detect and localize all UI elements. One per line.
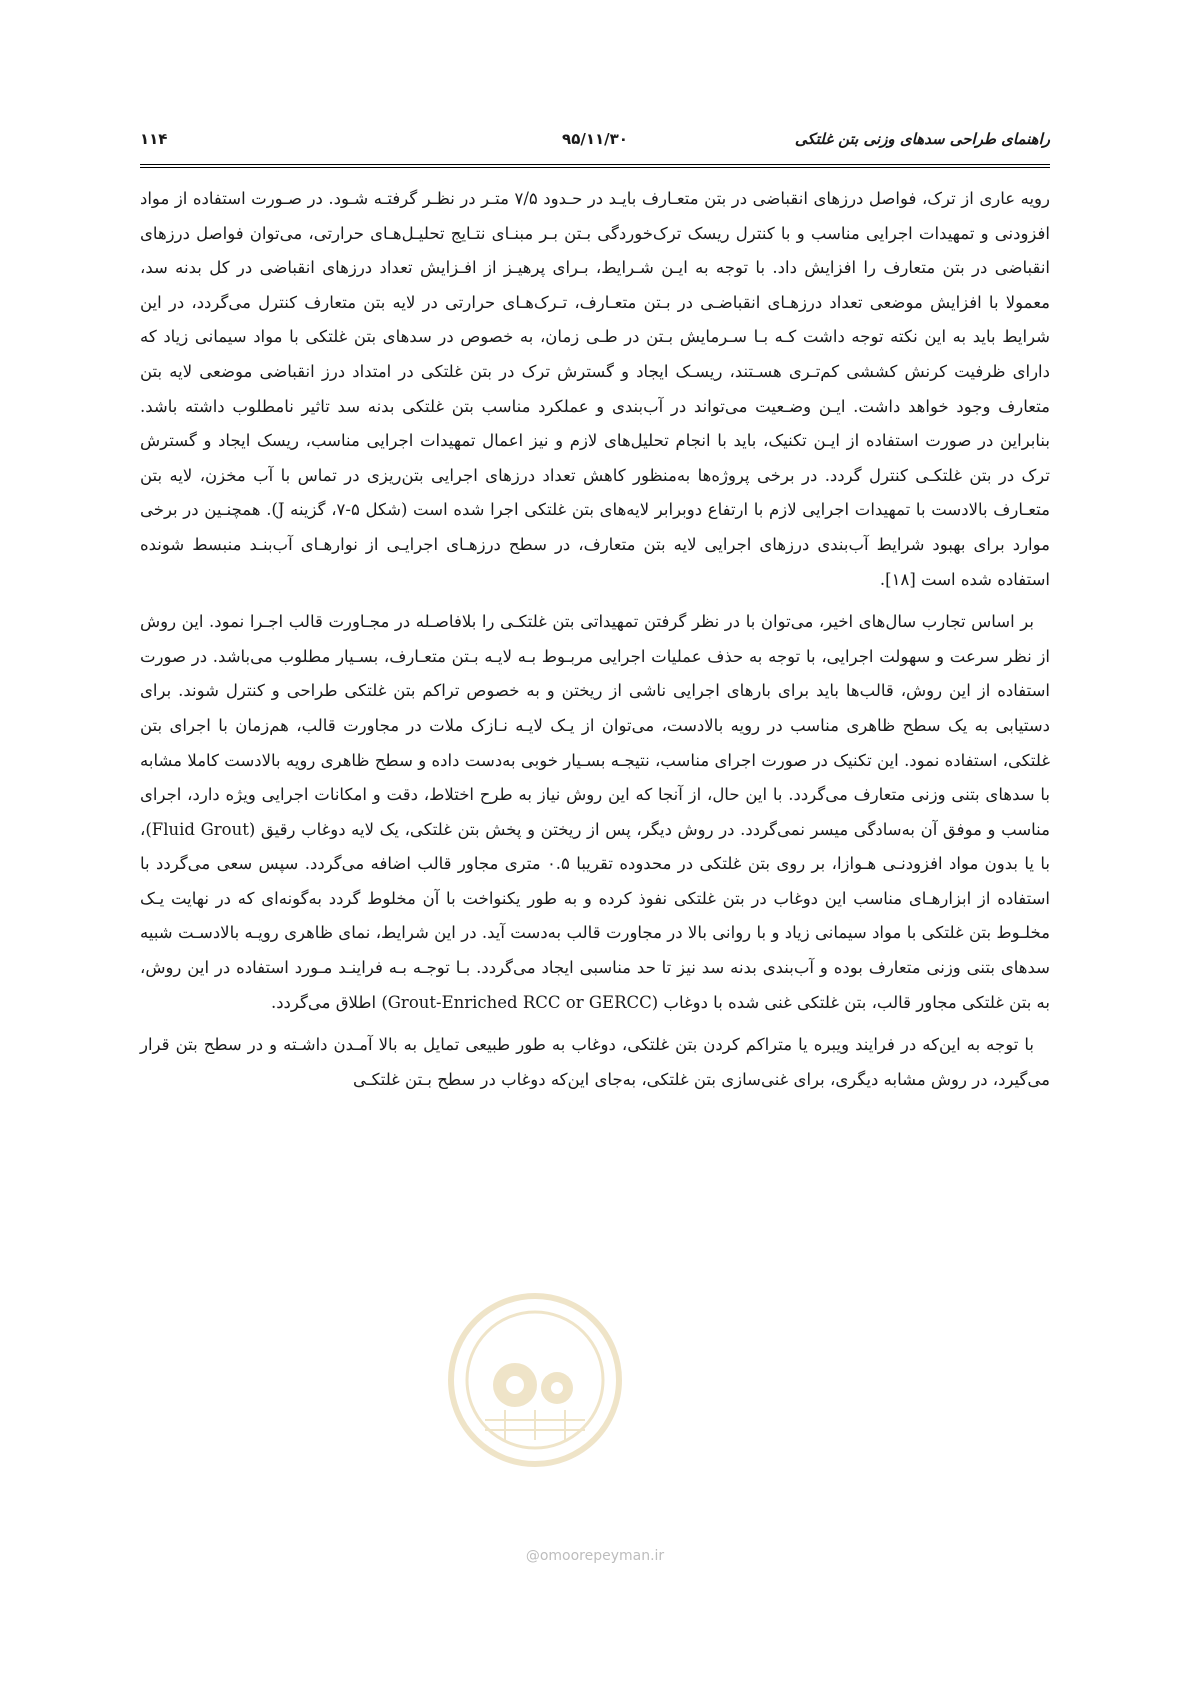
header-rule <box>140 164 1050 165</box>
running-title: راهنمای طراحی سدهای وزنی بتن غلتکی <box>794 130 1050 148</box>
body-text <box>140 182 1050 1105</box>
watermark-url: @omoorepeyman.ir <box>525 1548 665 1564</box>
header-date: ۹۵/۱۱/۳۰ <box>562 130 628 148</box>
paragraph: بر اساس تجارب سال‌های اخیر، می‌توان با در نظر گرفتن تمهیداتی بتن غلتکـی را بلافاصـله در مجـاورت قالب اجـرا نمود. این روش از نظر سرعت و سهولت اجرایی، با توجه به حذف عملیات اجرایی مربـوط بـه لایـه بـتن متعـارف، بسـیار مطلوب می‌باشد. در صورت استفاده از این روش، قالب‌ها باید برای بارهای اجرایی ناشی از ریختن و به خصوص تراکم بتن غلتکی طراحی و کنترل شوند. برای دستیابی به یک سطح ظاهری مناسب در رویه بالادست، می‌توان از یـک لایـه نـازک ملات در مجاورت قالب، هم‌زمان با اجرای بتن غلتکی، استفاده نمود. این تکنیک در صورت اجرای مناسب، نتیجـه بسـیار خوبی به‌دست داده و سطح ظاهری رویه بالادست کاملا مشابه با سدهای بتنی وزنی متعارف می‌گردد. با این حال، از آنجا که این روش نیاز به طرح اختلاط، دقت و امکانات اجرایی ویژه دارد، اجرای مناسب و موفق آن به‌سادگی میسر نمی‌گردد. در روش دیگر، پس از ریختن و پخش بتن غلتکی، یک لایه دوغاب رقیق (Fluid Grout)، با یا بدون مواد افزودنـی هـوازا، بر روی بتن غلتکی در محدوده تقریبا ۰.۵ متری مجاور قالب اضافه می‌گردد. سپس سعی می‌گردد با استفاده از ابزارهـای مناسب این دوغاب در بتن غلتکی نفوذ کرده و به طور یکنواخت با آن مخلوط گردد به‌گونه‌ای که در نهایت یـک مخلـوط بتن غلتکی با مواد سیمانی زیاد و با روانی بالا در مجاورت قالب به‌دست آید. در این شرایط، نمای ظاهری رویـه بالادسـت شبیه سدهای بتنی وزنی متعارف بوده و آب‌بندی بدنه سد نیز تا حد مناسبی ایجاد می‌گردد. بـا توجـه بـه فراینـد مـورد استفاده در این روش، به بتن غلتکی مجاور قالب، بتن غلتکی غنی شده با دوغاب (Grout-Enriched RCC or GERCC) اطلاق می‌گردد. <box>140 612 1050 1012</box>
paragraph: رویه عاری از ترک، فواصل درزهای انقباضی در بتن متعـارف بایـد در حـدود ۷/۵ متـر در نظـر گرفتـه شـود. در صـورت استفاده از مواد افزودنی و تمهیدات اجرایی مناسب و با کنترل ریسک ترک‌خوردگی بـتن بـر مبنـای نتـایج تحلیـل‌هـای حرارتی، می‌توان فواصل درزهای انقباضی در بتن متعارف را افزایش داد. با توجه به ایـن شـرایط، بـرای پرهیـز از افـزایش تعداد درزهای انقباضی در کل بدنه سد، معمولا با افزایش موضعی تعداد درزهـای انقباضـی در بـتن متعـارف، تـرک‌هـای حرارتی در لایه بتن متعارف کنترل می‌گردد، در این شرایط باید به این نکته توجه داشت کـه بـا سـرمایش بـتن در طـی زمان، به خصوص در سدهای بتن غلتکی با مواد سیمانی زیاد که دارای ظرفیت کرنش کششی کم‌تـری هسـتند، ریسـک ایجاد و گسترش ترک در بتن غلتکی در امتداد درز انقباضی موضعی لایه بتن متعارف وجود خواهد داشت. ایـن وضـعیت می‌تواند در آب‌بندی و عملکرد مناسب بتن غلتکی بدنه سد تاثیر نامطلوب داشته باشد. بنابراین در صورت استفاده از ایـن تکنیک، باید با انجام تحلیل‌های لازم و نیز اعمال تمهیدات اجرایی مناسب، ریسک ایجاد و گسترش ترک در بتن غلتکـی کنترل گردد. در برخی پروژه‌ها به‌منظور کاهش تعداد درزهای اجرایی بتن‌ریزی در تماس با آب مخزن، لایه بتن متعـارف بالادست با تمهیدات اجرایی لازم با ارتفاع دوبرابر لایه‌های بتن غلتکی اجرا شده است (شکل ۵-۷، گزینه J). همچنـین در برخی موارد برای بهبود شرایط آب‌بندی درزهای اجرایی لایه بتن متعارف، در سطح درزهـای اجرایـی از نوارهـای آب‌بنـد منبسط شونده استفاده شده است [۱۸]. <box>140 189 1050 589</box>
page-header <box>140 126 1050 160</box>
watermark-logo-icon <box>445 1290 625 1470</box>
page-number: ۱۱۴ <box>140 130 168 148</box>
header-rule-secondary <box>140 167 1050 168</box>
paragraph: با توجه به این‌که در فرایند ویبره یا متراکم کردن بتن غلتکی، دوغاب به طور طبیعی تمایل به بالا آمـدن داشـته و در سطح بتن قرار می‌گیرد، در روش مشابه دیگری، برای غنی‌سازی بتن غلتکی، به‌جای این‌که دوغاب در سطح بـتن غلتکـی <box>140 1035 1050 1089</box>
